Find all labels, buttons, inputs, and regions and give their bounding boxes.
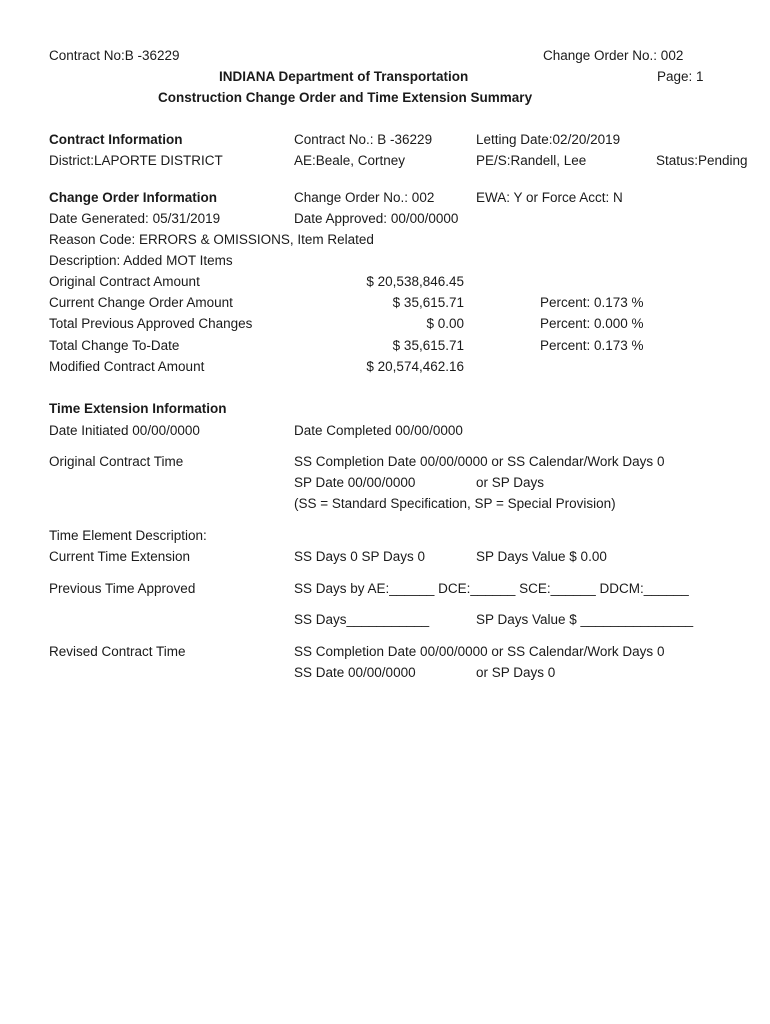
ss-sp-days-field: SS Days 0 SP Days 0	[294, 549, 426, 564]
original-contract-time-label: Original Contract Time	[49, 454, 184, 469]
date-completed-field: Date Completed 00/00/0000	[294, 423, 463, 438]
department-title: INDIANA Department of Transportation	[219, 69, 469, 84]
amount-value-previous: $ 0.00	[426, 316, 464, 331]
letting-date-field: Letting Date:02/20/2019	[476, 132, 621, 147]
amount-label-total-to-date: Total Change To-Date	[49, 338, 180, 353]
amount-percent-current: Percent: 0.173 %	[540, 295, 644, 310]
time-extension-heading: Time Extension Information	[49, 401, 227, 416]
time-element-description-label: Time Element Description:	[49, 528, 207, 543]
reason-code-field: Reason Code: ERRORS & OMISSIONS, Item Related	[49, 232, 374, 247]
contract-no-field: Contract No.: B -36229	[294, 132, 433, 147]
ewa-field: EWA: Y or Force Acct: N	[476, 190, 623, 205]
page-number: Page: 1	[657, 69, 704, 84]
status-field: Status:Pending	[656, 153, 748, 168]
amount-label-previous: Total Previous Approved Changes	[49, 316, 253, 331]
ss-days-blank-field: SS Days___________	[294, 612, 430, 627]
revised-contract-time-label: Revised Contract Time	[49, 644, 186, 659]
ss-completion-field: SS Completion Date 00/00/0000 or SS Calendar/Work Days 0	[294, 454, 665, 469]
header-contract-no: Contract No:B -36229	[49, 48, 180, 63]
previous-time-approved-label: Previous Time Approved	[49, 581, 196, 596]
amount-label-modified: Modified Contract Amount	[49, 359, 205, 374]
amount-percent-previous: Percent: 0.000 %	[540, 316, 644, 331]
change-order-no-field: Change Order No.: 002	[294, 190, 435, 205]
amount-label-current: Current Change Order Amount	[49, 295, 233, 310]
amount-percent-total-to-date: Percent: 0.173 %	[540, 338, 644, 353]
revised-ss-date-field: SS Date 00/00/0000	[294, 665, 416, 680]
revised-or-sp-days-field: or SP Days 0	[476, 665, 556, 680]
contract-info-heading: Contract Information	[49, 132, 183, 147]
amount-value-original: $ 20,538,846.45	[366, 274, 464, 289]
amount-value-modified: $ 20,574,462.16	[366, 359, 464, 374]
header-change-order-no: Change Order No.: 002	[543, 48, 684, 63]
amount-label-original: Original Contract Amount	[49, 274, 200, 289]
revised-ss-completion-field: SS Completion Date 00/00/0000 or SS Calendar/Work Days 0	[294, 644, 665, 659]
current-time-extension-label: Current Time Extension	[49, 549, 191, 564]
summary-title: Construction Change Order and Time Extension Summary	[158, 90, 533, 105]
amount-value-total-to-date: $ 35,615.71	[392, 338, 464, 353]
ss-sp-note: (SS = Standard Specification, SP = Special Provision)	[294, 496, 616, 511]
sp-days-value-field: SP Days Value $ 0.00	[476, 549, 607, 564]
or-sp-days-field: or SP Days	[476, 475, 545, 490]
date-approved-field: Date Approved: 00/00/0000	[294, 211, 459, 226]
sp-date-field: SP Date 00/00/0000	[294, 475, 416, 490]
district-field: District:LAPORTE DISTRICT	[49, 153, 223, 168]
pes-field: PE/S:Randell, Lee	[476, 153, 587, 168]
change-order-heading: Change Order Information	[49, 190, 218, 205]
amount-value-current: $ 35,615.71	[392, 295, 464, 310]
description-field: Description: Added MOT Items	[49, 253, 233, 268]
ae-field: AE:Beale, Cortney	[294, 153, 406, 168]
sp-days-value-blank-field: SP Days Value $ _______________	[476, 612, 694, 627]
ss-days-by-field: SS Days by AE:______ DCE:______ SCE:______ DDCM:______	[294, 581, 689, 596]
date-initiated-field: Date Initiated 00/00/0000	[49, 423, 200, 438]
date-generated-field: Date Generated: 05/31/2019	[49, 211, 221, 226]
